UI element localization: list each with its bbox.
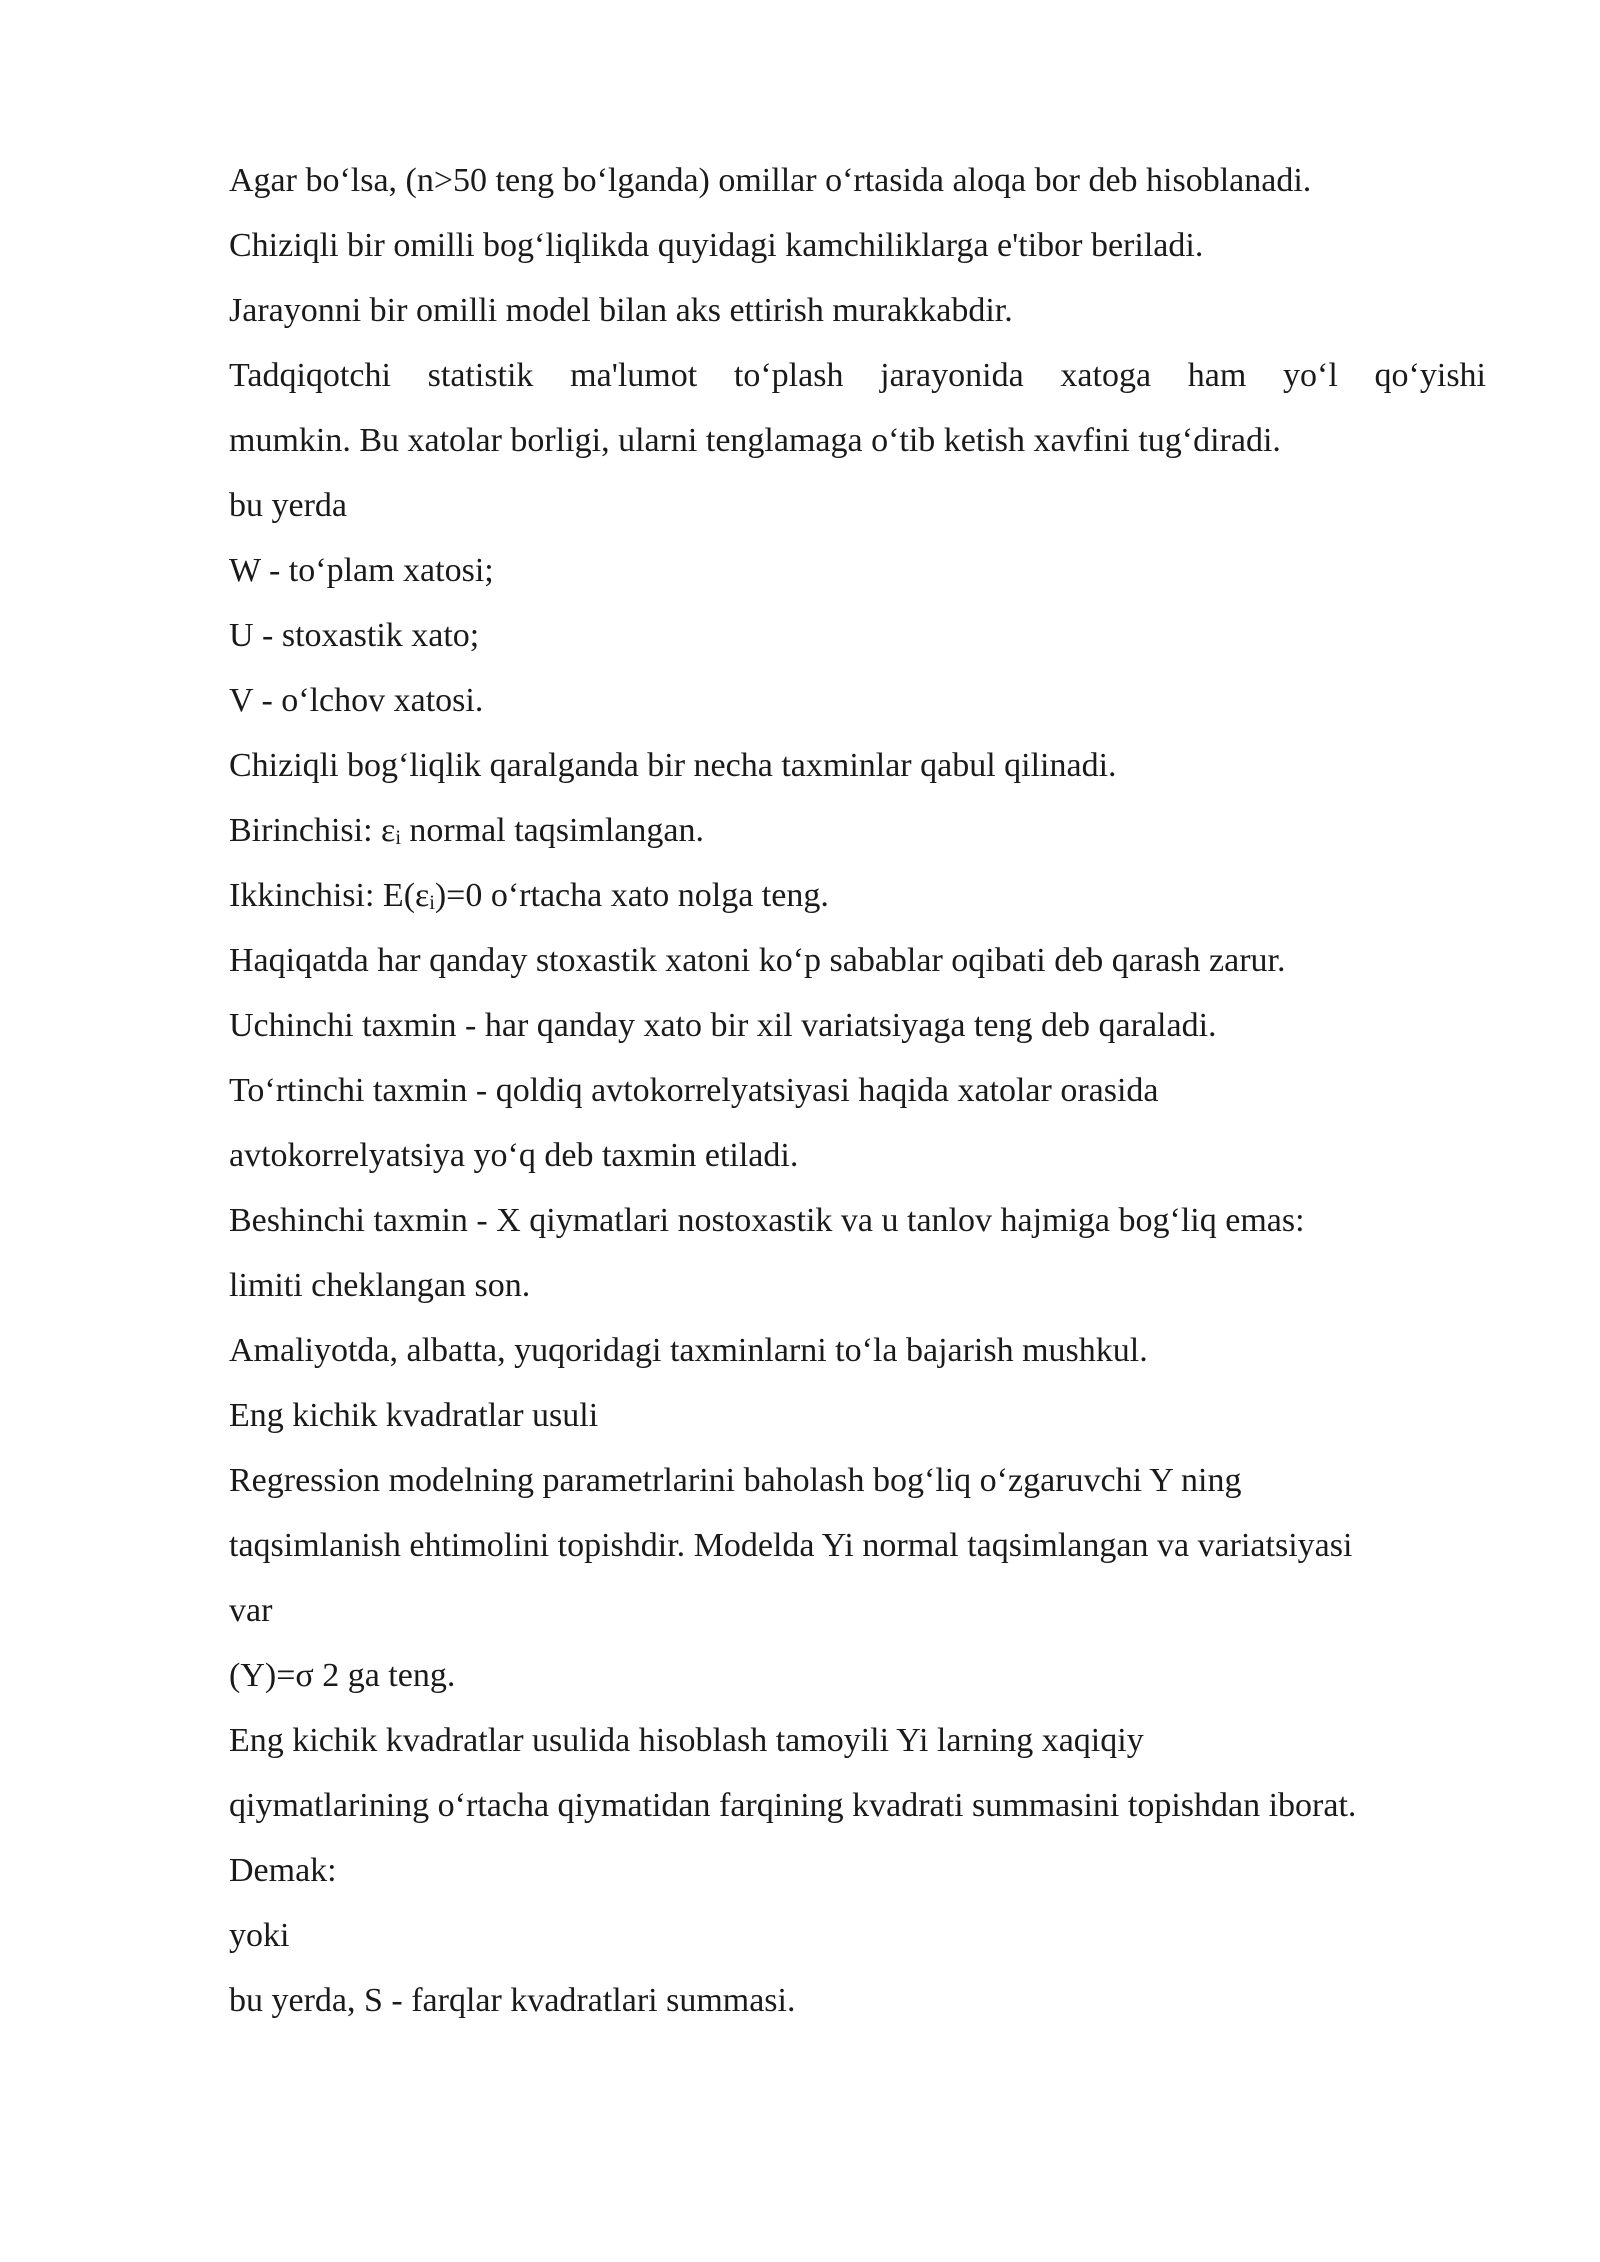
section-heading: Eng kichik kvadratlar usuli	[229, 1397, 599, 1434]
text-line: Birinchisi: εᵢ normal taqsimlangan.	[229, 812, 704, 849]
text-line: Uchinchi taxmin - har qanday xato bir xil variatsiyaga teng deb qaraladi.	[229, 1007, 1217, 1044]
text-line: yoki	[229, 1917, 290, 1954]
text-line: Tadqiqotchi statistik ma'lumot to‘plash jarayonida xatoga ham yo‘l qo‘yishi	[229, 357, 1486, 394]
text-line: Regression modelning parametrlarini baholash bog‘liq o‘zgaruvchi Y ning	[229, 1462, 1242, 1499]
text-line: W - to‘plam xatosi;	[229, 552, 494, 589]
text-line: var	[229, 1592, 273, 1629]
text-line: Haqiqatda har qanday stoxastik xatoni ko‘p sabablar oqibati deb qarash zarur.	[229, 942, 1286, 979]
text-line: To‘rtinchi taxmin - qoldiq avtokorrelyatsiyasi haqida xatolar orasida	[229, 1072, 1159, 1109]
text-line: avtokorrelyatsiya yo‘q deb taxmin etiladi.	[229, 1137, 799, 1174]
text-line: Chiziqli bir omilli bog‘liqlikda quyidagi kamchiliklarga e'tibor beriladi.	[229, 227, 1204, 264]
text-line: qiymatlarining o‘rtacha qiymatidan farqining kvadrati summasini topishdan iborat.	[229, 1787, 1357, 1824]
text-line: U - stoxastik xato;	[229, 617, 480, 654]
text-line: Agar bo‘lsa, (n>50 teng bo‘lganda) omillar o‘rtasida aloqa bor deb hisoblanadi.	[229, 162, 1312, 199]
text-line: bu yerda	[229, 487, 348, 524]
text-line: Demak:	[229, 1852, 337, 1889]
text-line: limiti cheklangan son.	[229, 1267, 531, 1304]
text-line: mumkin. Bu xatolar borligi, ularni tenglamaga o‘tib ketish xavfini tug‘diradi.	[229, 422, 1281, 459]
text-line: V - o‘lchov xatosi.	[229, 682, 484, 719]
text-line: (Y)=σ 2 ga teng.	[229, 1657, 456, 1694]
text-line: bu yerda, S - farqlar kvadratlari summasi.	[229, 1982, 796, 2019]
text-line: Chiziqli bog‘liqlik qaralganda bir necha taxminlar qabul qilinadi.	[229, 747, 1117, 784]
text-line: Eng kichik kvadratlar usulida hisoblash tamoyili Yi larning xaqiqiy	[229, 1722, 1144, 1759]
text-line: Ikkinchisi: E(εᵢ)=0 o‘rtacha xato nolga teng.	[229, 877, 829, 914]
text-line: taqsimlanish ehtimolini topishdir. Modelda Yi normal taqsimlangan va variatsiyasi	[229, 1527, 1353, 1564]
text-line: Beshinchi taxmin - X qiymatlari nostoxastik va u tanlov hajmiga bog‘liq emas:	[229, 1202, 1305, 1239]
text-line: Amaliyotda, albatta, yuqoridagi taxminlarni to‘la bajarish mushkul.	[229, 1332, 1148, 1369]
document-body	[229, 148, 1486, 2033]
text-line: Jarayonni bir omilli model bilan aks ettirish murakkabdir.	[229, 292, 1013, 329]
